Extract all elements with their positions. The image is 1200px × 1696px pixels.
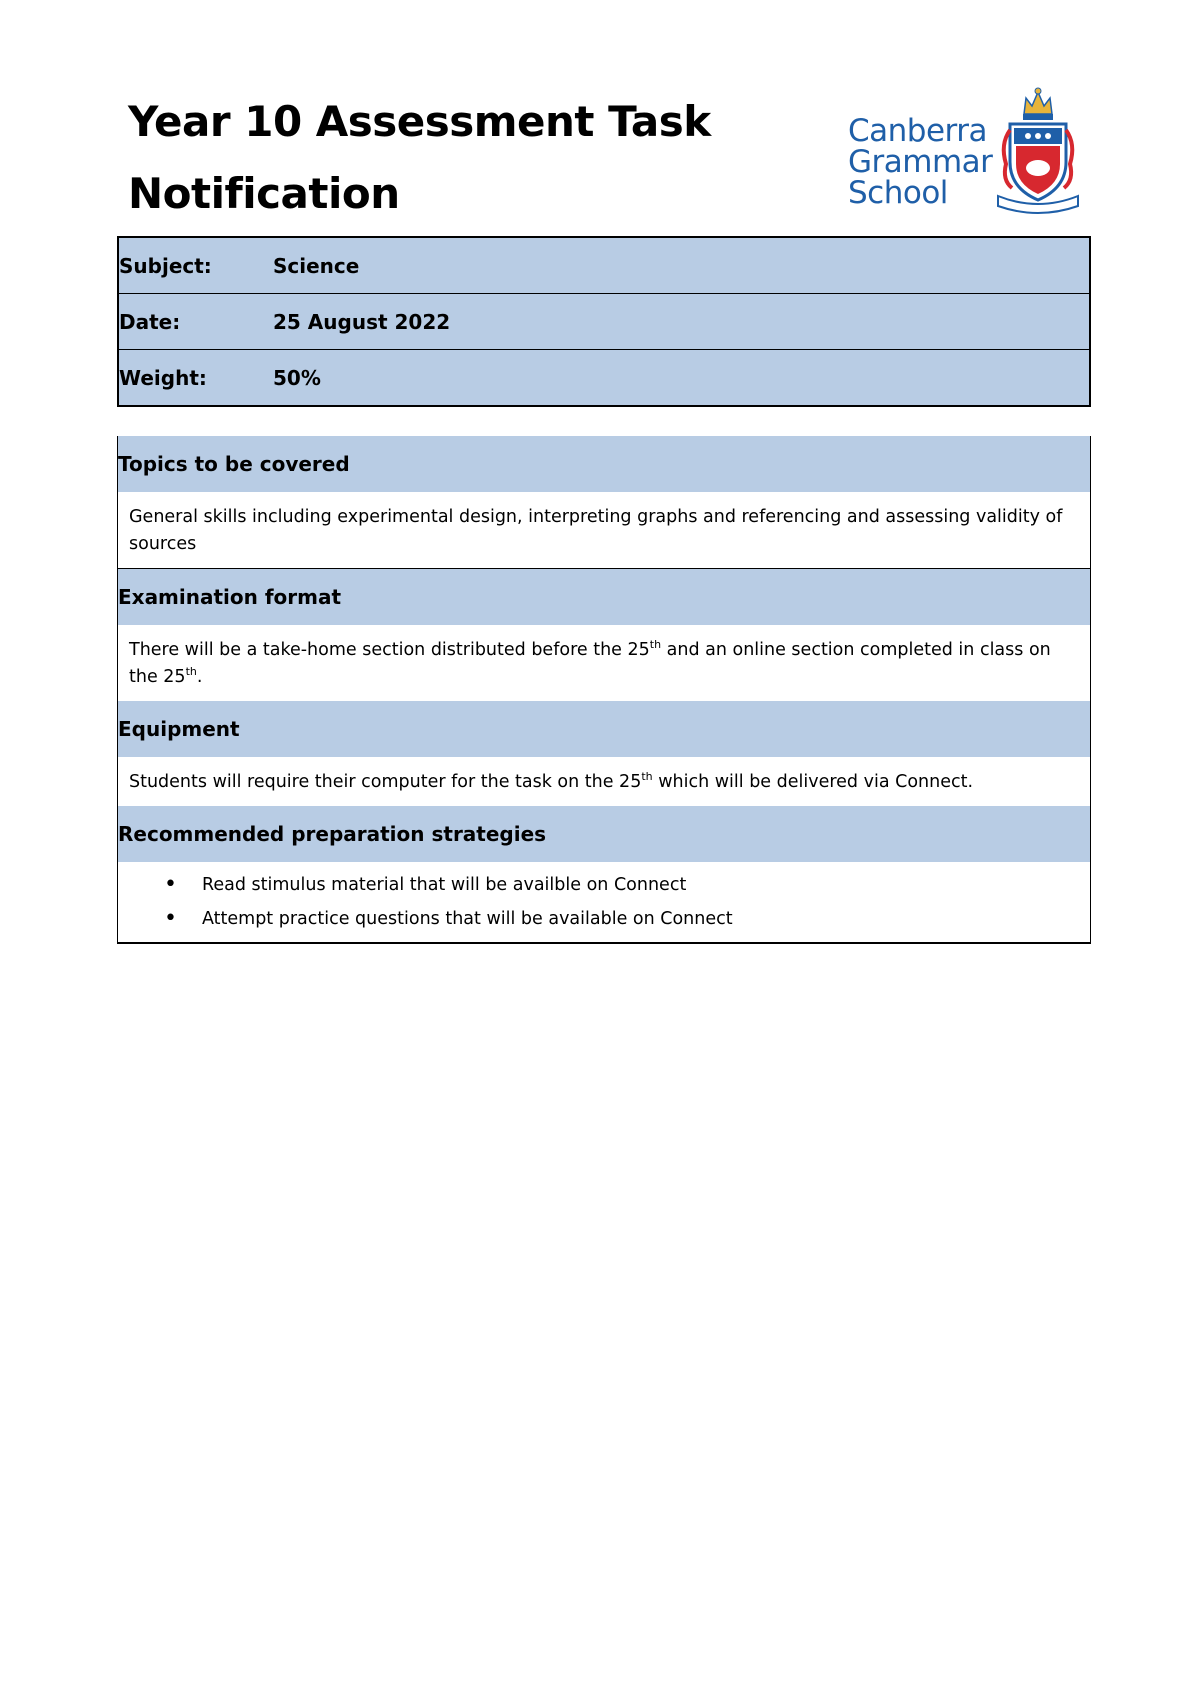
date-label: Date: [118,294,273,350]
logo-line-1: Canberra [848,113,987,149]
crest-icon [996,84,1080,216]
title-line-1: Year 10 Assessment Task [128,97,711,146]
preparation-list [118,868,1090,936]
equipment-sup: th [641,770,653,784]
equipment-text-2: which will be delivered via Connect. [652,772,974,792]
format-text-1: There will be a take-home section distributed before the 25 [129,640,650,660]
list-item: • Attempt practice questions that will be available on Connect [202,902,1090,936]
subject-row [118,237,1090,294]
logo-wordmark [848,113,993,211]
weight-value: 50% [273,350,1090,407]
equipment-heading: Equipment [118,701,1091,757]
format-sup-1: th [649,638,662,652]
assessment-details-table [117,436,1091,944]
school-logo [848,84,1088,216]
assessment-info-table [117,236,1091,407]
date-value: 25 August 2022 [273,294,1090,350]
topics-body: General skills including experimental design, interpreting graphs and referencing and assessing validity of sources [118,492,1091,569]
format-heading: Examination format [118,569,1091,626]
format-sup-2: th [185,665,197,679]
weight-label: Weight: [118,350,273,407]
title-line-2: Notification [128,169,400,218]
topics-heading: Topics to be covered [118,436,1091,492]
format-body [118,625,1091,701]
list-item: • Read stimulus material that will be availble on Connect [202,868,1090,902]
format-text-3: . [196,667,203,687]
subject-value: Science [273,237,1090,294]
date-row [118,294,1090,350]
equipment-body [118,757,1091,806]
logo-line-3: School [848,175,948,211]
format-text-2: and an online section completed in class on the 25 [129,640,1051,687]
page-title [128,86,748,230]
subject-label: Subject: [118,237,273,294]
preparation-body [118,862,1091,943]
preparation-heading: Recommended preparation strategies [118,806,1091,862]
equipment-text-1: Students will require their computer for the task on the 25 [129,772,642,792]
weight-row [118,350,1090,407]
logo-line-2: Grammar [848,144,993,180]
